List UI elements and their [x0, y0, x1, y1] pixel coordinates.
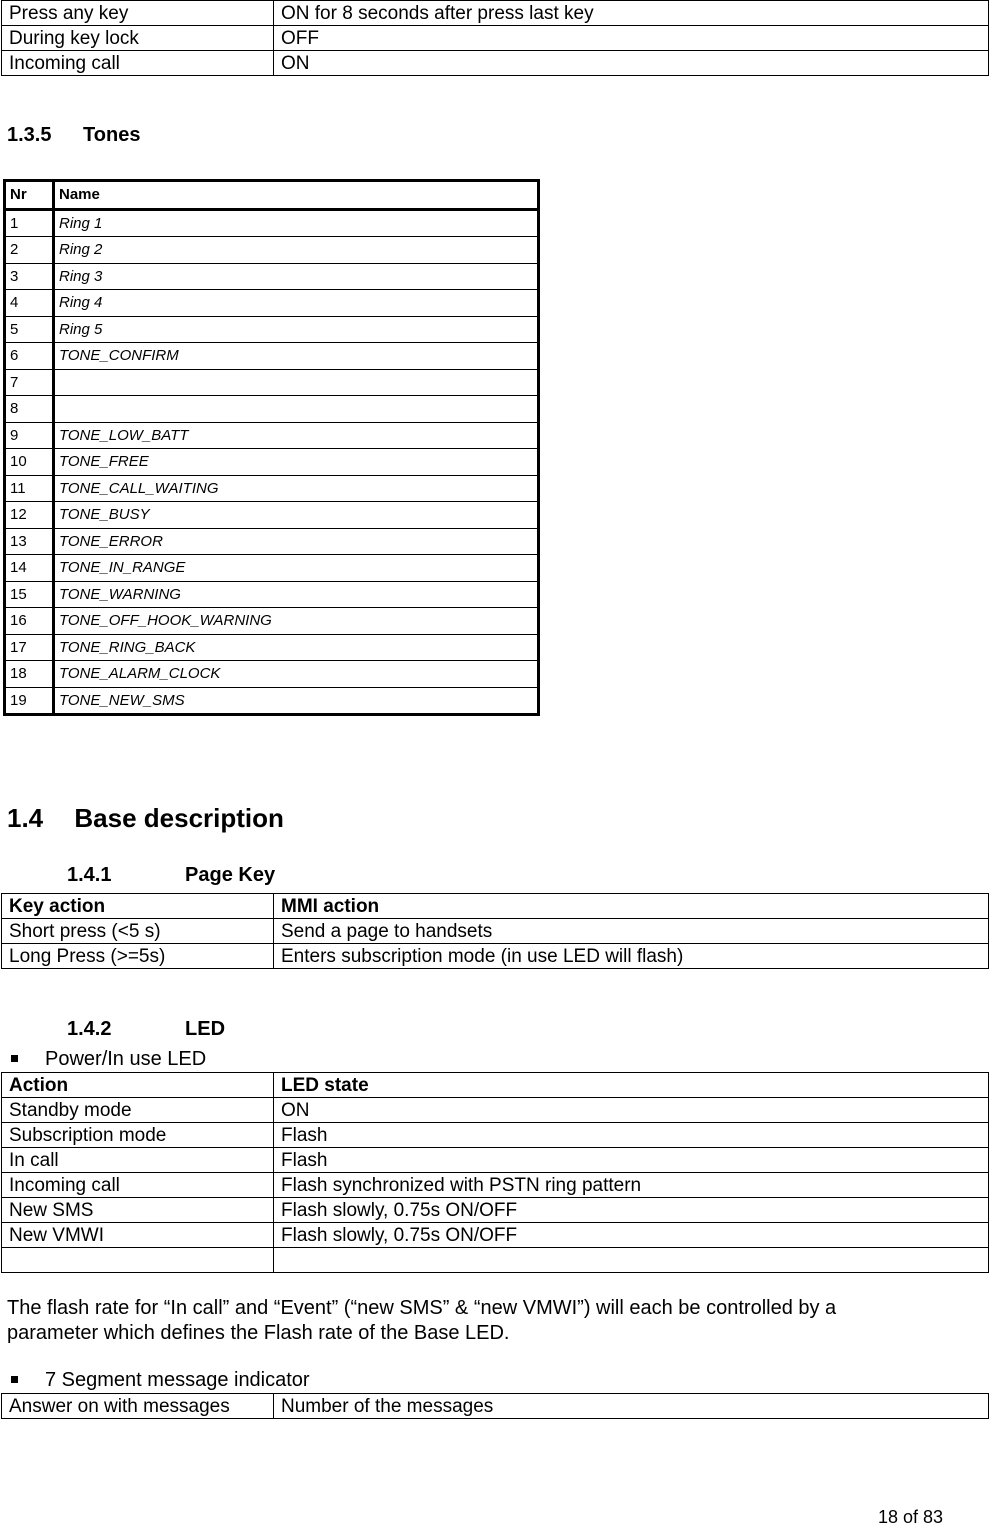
- table-cell: 7: [5, 369, 54, 396]
- table-cell: TONE_ERROR: [54, 528, 539, 555]
- paragraph-line: parameter which defines the Flash rate of the Base LED.: [7, 1322, 510, 1344]
- table-cell: 5: [5, 316, 54, 343]
- table-cell: TONE_OFF_HOOK_WARNING: [54, 608, 539, 635]
- table-cell: During key lock: [2, 26, 274, 51]
- table-row: [2, 1123, 989, 1148]
- table-cell: 9: [5, 422, 54, 449]
- table-cell: Ring 5: [54, 316, 539, 343]
- table-header-cell: Key action: [2, 894, 274, 919]
- section-heading-led: [67, 1018, 225, 1041]
- table-cell: 8: [5, 396, 54, 423]
- table-header-row: [5, 181, 539, 210]
- table-cell: Ring 1: [54, 209, 539, 237]
- table-cell: Subscription mode: [2, 1123, 274, 1148]
- section-number: 1.4.2: [67, 1018, 112, 1040]
- table-header-cell: LED state: [274, 1073, 989, 1098]
- table-cell: OFF: [274, 26, 989, 51]
- table-row: [5, 449, 539, 476]
- table-cell: New SMS: [2, 1198, 274, 1223]
- section-heading-page-key: [67, 864, 275, 887]
- table-cell: TONE_CALL_WAITING: [54, 475, 539, 502]
- table-row: [5, 634, 539, 661]
- table-row: [2, 26, 989, 51]
- table-cell: TONE_IN_RANGE: [54, 555, 539, 582]
- table-row: [2, 1223, 989, 1248]
- table-cell: Ring 3: [54, 263, 539, 290]
- section-title: Base description: [74, 803, 284, 833]
- table-row: [2, 1148, 989, 1173]
- table-cell: TONE_CONFIRM: [54, 343, 539, 370]
- table-cell: [54, 396, 539, 423]
- table-cell: TONE_WARNING: [54, 581, 539, 608]
- table-cell: 18: [5, 661, 54, 688]
- table-cell: 6: [5, 343, 54, 370]
- table-cell: TONE_FREE: [54, 449, 539, 476]
- table-row: [2, 51, 989, 76]
- table-cell: Flash slowly, 0.75s ON/OFF: [274, 1223, 989, 1248]
- table-cell: Short press (<5 s): [2, 919, 274, 944]
- table-row: [5, 422, 539, 449]
- section-title: Page Key: [185, 864, 276, 886]
- table-row: [5, 687, 539, 715]
- table-cell: 17: [5, 634, 54, 661]
- flash-paragraph: [7, 1296, 836, 1346]
- led-bullet: [7, 1047, 206, 1072]
- paragraph-line: The flash rate for “In call” and “Event” (“new SMS” & “new VMWI”) will each be controlled by a: [7, 1297, 837, 1319]
- table-row: [5, 528, 539, 555]
- table-row: [5, 555, 539, 582]
- segment-table: [1, 1393, 989, 1419]
- table-row: [5, 263, 539, 290]
- table-cell: Incoming call: [2, 1173, 274, 1198]
- square-bullet-icon: [11, 1055, 18, 1062]
- bullet-text: Power/In use LED: [45, 1048, 207, 1070]
- table-header-cell: Name: [54, 181, 539, 210]
- table-cell: TONE_BUSY: [54, 502, 539, 529]
- table-row: [2, 944, 989, 969]
- table-cell: [54, 369, 539, 396]
- table-cell: 12: [5, 502, 54, 529]
- table-cell: In call: [2, 1148, 274, 1173]
- table-cell: Incoming call: [2, 51, 274, 76]
- table-row: [2, 1198, 989, 1223]
- table-row: [5, 581, 539, 608]
- table-cell: Flash: [274, 1123, 989, 1148]
- table-row: [5, 608, 539, 635]
- table-cell: Long Press (>=5s): [2, 944, 274, 969]
- page-key-table: [1, 893, 989, 969]
- table-cell: Press any key: [2, 1, 274, 26]
- table-header-cell: MMI action: [274, 894, 989, 919]
- table-row: [2, 1394, 989, 1419]
- table-row: [5, 369, 539, 396]
- table-cell: Flash slowly, 0.75s ON/OFF: [274, 1198, 989, 1223]
- table-cell: 4: [5, 290, 54, 317]
- table-cell: TONE_ALARM_CLOCK: [54, 661, 539, 688]
- table-cell: Ring 2: [54, 237, 539, 264]
- table-row: [2, 1173, 989, 1198]
- table-row: [2, 1098, 989, 1123]
- table-cell: Enters subscription mode (in use LED will flash): [274, 944, 989, 969]
- table-row: [5, 209, 539, 237]
- table-row: [2, 1, 989, 26]
- table-cell: Answer on with messages: [2, 1394, 274, 1419]
- table-header-row: [2, 1073, 989, 1098]
- table-cell: Flash: [274, 1148, 989, 1173]
- table-cell: 13: [5, 528, 54, 555]
- table-cell: Standby mode: [2, 1098, 274, 1123]
- table-cell: ON: [274, 51, 989, 76]
- table-row: [5, 316, 539, 343]
- page-number: 18 of 83: [878, 1507, 944, 1527]
- table-cell: 1: [5, 209, 54, 237]
- table-row: [5, 290, 539, 317]
- led-table: [1, 1072, 989, 1273]
- table-cell: 11: [5, 475, 54, 502]
- table-cell: Number of the messages: [274, 1394, 989, 1419]
- table-cell: TONE_RING_BACK: [54, 634, 539, 661]
- table-cell: ON for 8 seconds after press last key: [274, 1, 989, 26]
- square-bullet-icon: [11, 1376, 18, 1383]
- section-title: LED: [185, 1018, 226, 1040]
- table-row: [5, 502, 539, 529]
- section-number: 1.4.1: [67, 864, 112, 886]
- segment-bullet: [7, 1368, 310, 1393]
- top-table: [1, 0, 989, 76]
- tones-table: [3, 179, 540, 716]
- table-row: [5, 661, 539, 688]
- table-header-cell: Action: [2, 1073, 274, 1098]
- table-row: [5, 343, 539, 370]
- table-cell: ON: [274, 1098, 989, 1123]
- table-cell: Ring 4: [54, 290, 539, 317]
- table-row: [5, 396, 539, 423]
- table-row: [2, 919, 989, 944]
- table-cell: New VMWI: [2, 1223, 274, 1248]
- table-header-cell: Nr: [5, 181, 54, 210]
- table-cell: 2: [5, 237, 54, 264]
- section-number: 1.4: [7, 803, 44, 833]
- section-heading-base-description: [7, 803, 284, 834]
- table-cell: 16: [5, 608, 54, 635]
- section-title: Tones: [83, 124, 141, 146]
- table-row: [2, 1248, 989, 1273]
- table-row: [5, 475, 539, 502]
- table-cell: 14: [5, 555, 54, 582]
- table-cell: TONE_NEW_SMS: [54, 687, 539, 715]
- table-header-row: [2, 894, 989, 919]
- table-cell: Flash synchronized with PSTN ring pattern: [274, 1173, 989, 1198]
- section-number: 1.3.5: [7, 124, 52, 146]
- table-cell: [274, 1248, 989, 1273]
- bullet-text: 7 Segment message indicator: [45, 1369, 310, 1391]
- table-row: [5, 237, 539, 264]
- table-cell: TONE_LOW_BATT: [54, 422, 539, 449]
- table-cell: Send a page to handsets: [274, 919, 989, 944]
- table-cell: 10: [5, 449, 54, 476]
- table-cell: 3: [5, 263, 54, 290]
- section-heading-tones: [7, 124, 140, 147]
- table-cell: 15: [5, 581, 54, 608]
- table-cell: [2, 1248, 274, 1273]
- table-cell: 19: [5, 687, 54, 715]
